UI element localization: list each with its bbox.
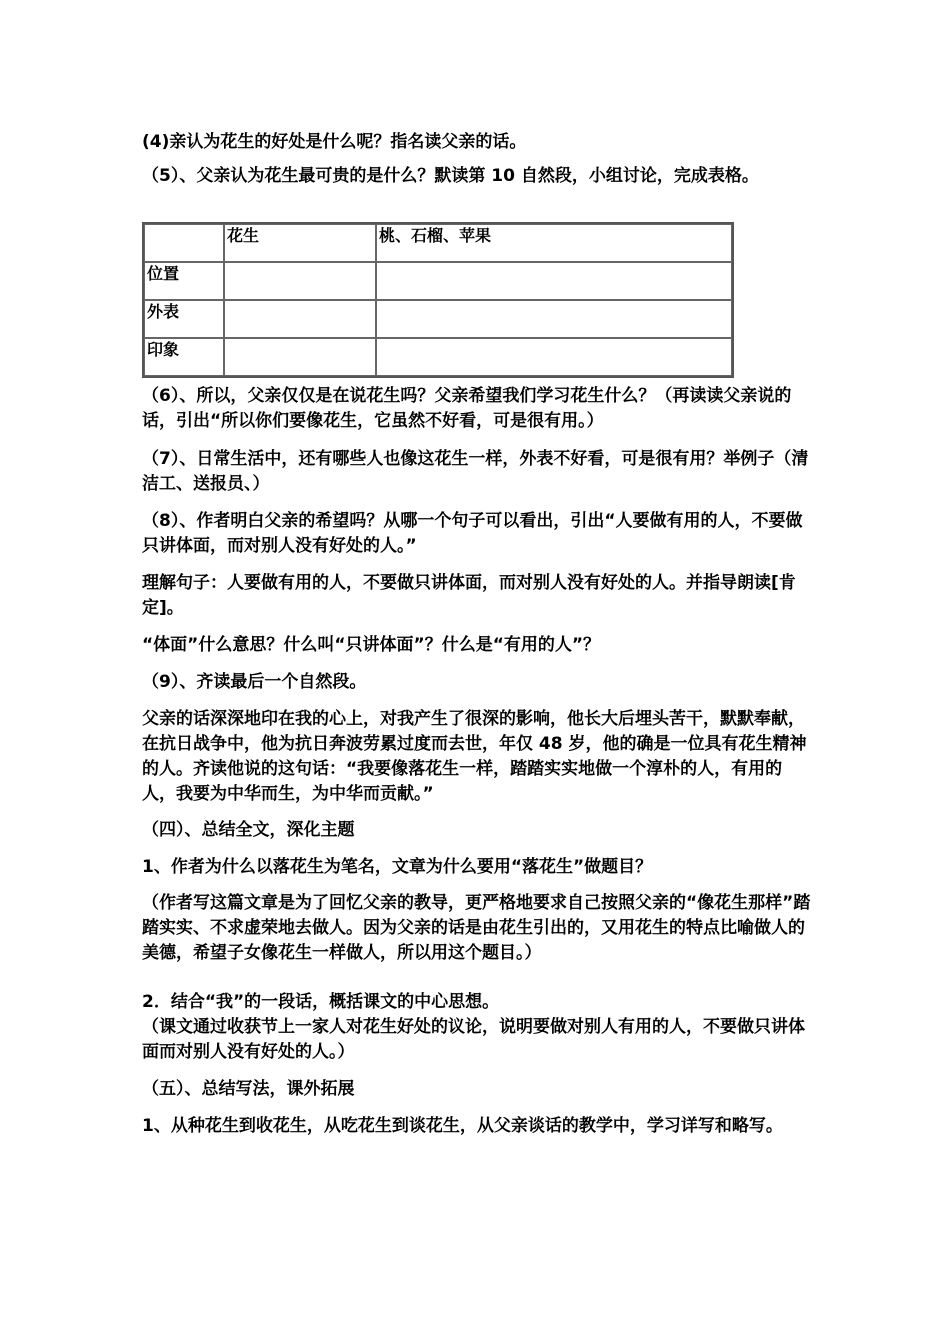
table-row-label: 外表 — [144, 300, 224, 338]
writing-point-1: 1、从种花生到收花生，从吃花生到谈花生，从父亲谈话的教学中，学习详写和略写。 — [142, 1116, 783, 1136]
table-header-cell — [144, 224, 224, 262]
table-cell — [224, 300, 376, 338]
table-cell — [224, 338, 376, 376]
table-row-label: 位置 — [144, 262, 224, 300]
table-header-row — [144, 224, 732, 262]
table-cell — [224, 262, 376, 300]
paragraph-4: (4)亲认为花生的好处是什么呢？指名读父亲的话。 — [142, 132, 527, 152]
table-row — [144, 338, 732, 376]
table-cell — [376, 300, 732, 338]
paragraph-5: （5）、父亲认为花生最可贵的是什么？默读第 10 自然段，小组讨论，完成表格。 — [142, 166, 759, 186]
table-cell — [376, 262, 732, 300]
paragraph-8: （8）、作者明白父亲的希望吗？从哪一个句子可以看出，引出“人要做有用的人，不要做只讲体面，而对别人没有好处的人。” — [142, 511, 803, 556]
table-header-cell: 花生 — [224, 224, 376, 262]
paragraph-6: （6）、所以，父亲仅仅是在说花生吗？父亲希望我们学习花生什么？（再读读父亲说的话，引出“所以你们要像花生，它虽然不好看，可是很有用。） — [142, 386, 792, 431]
answer-1: （作者写这篇文章是为了回忆父亲的教导，更严格地要求自己按照父亲的“像花生那样”踏踏实实、不求虚荣地去做人。因为父亲的话是由花生引出的，又用花生的特点比喻做人的美德，希望子女像花生一样做人，所以用这个题目。） — [142, 893, 811, 963]
section-heading-4: （四）、总结全文，深化主题 — [142, 820, 355, 840]
question-1: 1、作者为什么以落花生为笔名，文章为什么要用“落花生”做题目？ — [142, 857, 653, 877]
answer-2: （课文通过收获节上一家人对花生好处的议论，说明要做对别人有用的人，不要做只讲体面而对别人没有好处的人。） — [142, 1017, 805, 1062]
table-header-cell: 桃、石榴、苹果 — [376, 224, 732, 262]
section-heading-5: （五）、总结写法，课外拓展 — [142, 1079, 355, 1099]
table-cell — [376, 338, 732, 376]
comparison-table — [142, 222, 734, 378]
paragraph-7: （7）、日常生活中，还有哪些人也像这花生一样，外表不好看，可是很有用？举例子（清洁工、送报员、） — [142, 449, 809, 494]
paragraph-9: （9）、齐读最后一个自然段。 — [142, 672, 367, 692]
paragraph-understand: 理解句子：人要做有用的人，不要做只讲体面，而对别人没有好处的人。并指导朗读[肯定]。 — [142, 573, 796, 618]
question-2: 2．结合“我”的一段话，概括课文的中心思想。 — [142, 992, 500, 1012]
table-row-label: 印象 — [144, 338, 224, 376]
paragraph-father-words: 父亲的话深深地印在我的心上，对我产生了很深的影响，他长大后埋头苦干，默默奉献，在抗日战争中，他为抗日奔波劳累过度而去世，年仅 48 岁，他的确是一位具有花生精神的人。齐读他说的这句话：“我要像落花生一样，踏踏实实地做一个淳朴的人，有用的人，我要为中华而生，为中华而贡献。” — [142, 709, 807, 804]
table-row — [144, 262, 732, 300]
paragraph-questions: “体面”什么意思？什么叫“只讲体面”？什么是“有用的人”？ — [142, 635, 601, 655]
table-row — [144, 300, 732, 338]
